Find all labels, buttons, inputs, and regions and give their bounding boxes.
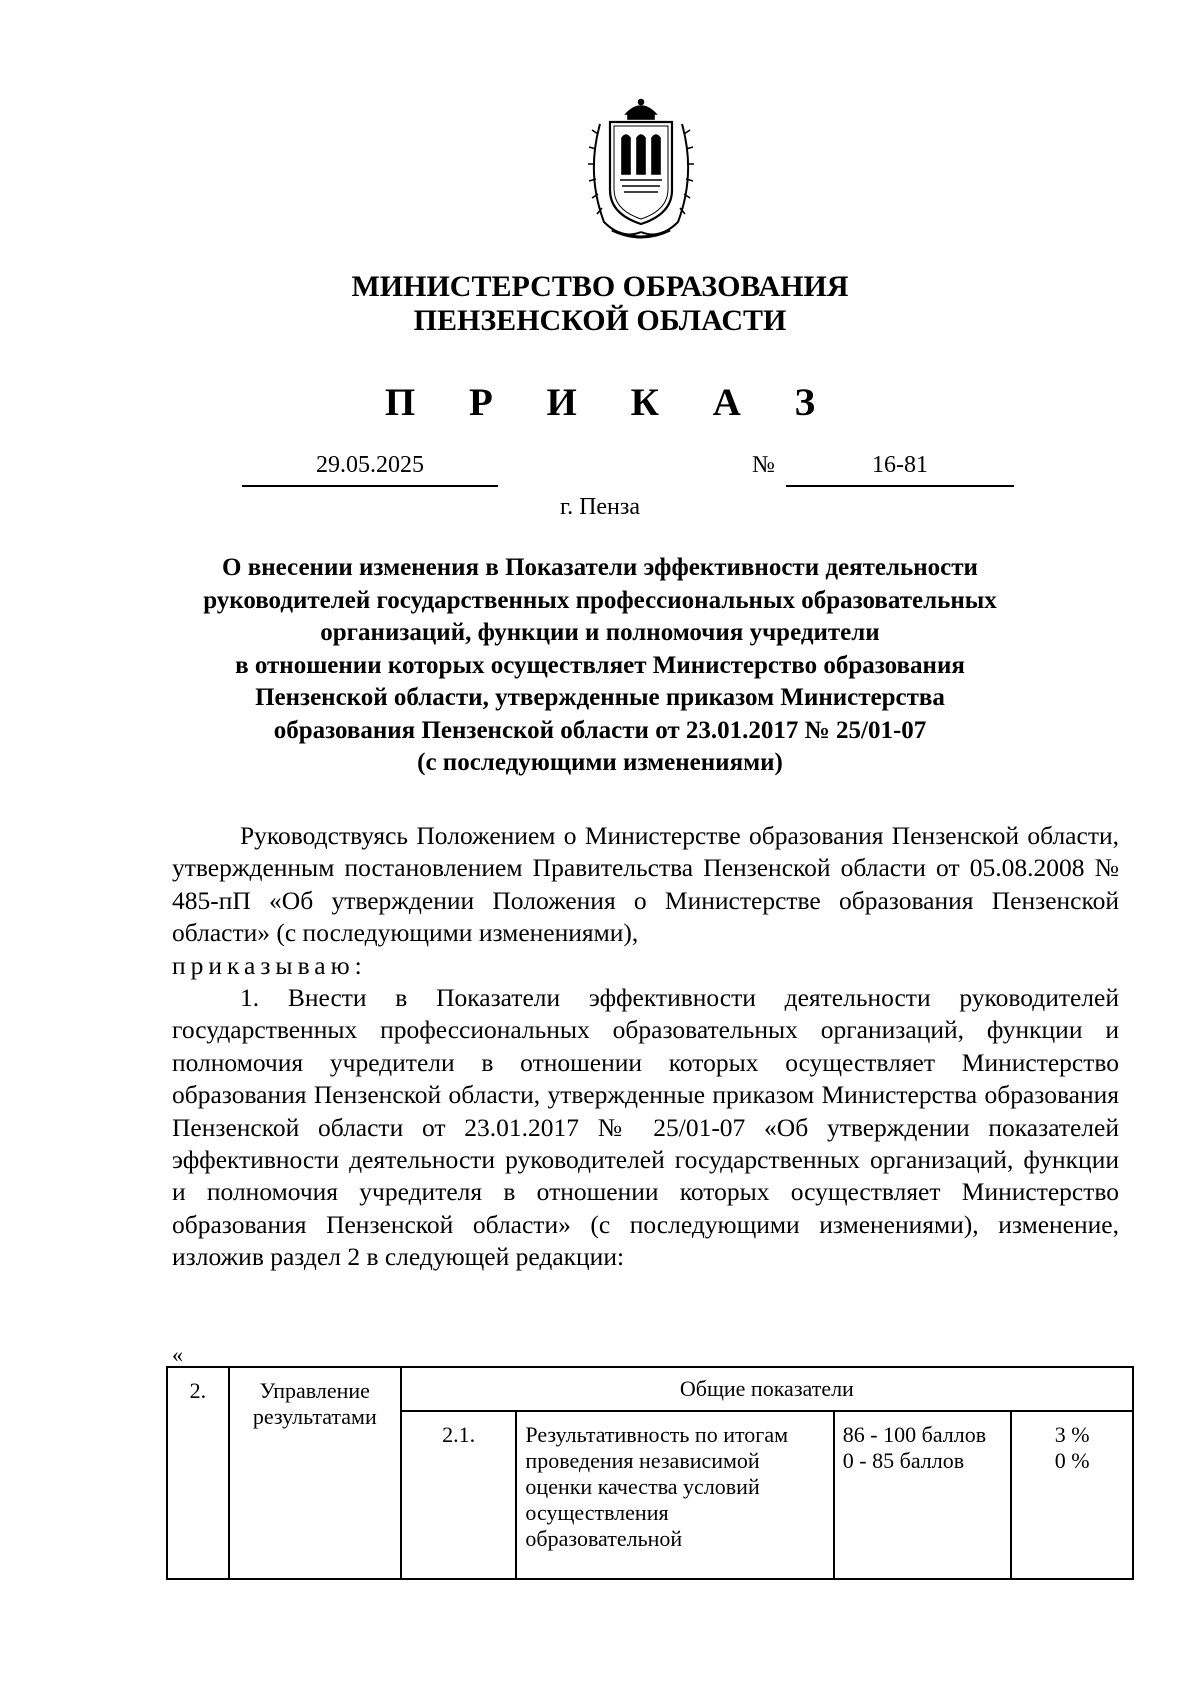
- opening-quote: «: [172, 1342, 183, 1367]
- subject-line: руководителей государственных профессиональных образовательных: [203, 586, 997, 614]
- order-number-sign: №: [752, 452, 775, 478]
- ministry-name-line2: ПЕНЗЕНСКОЙ ОБЛАСТИ: [413, 304, 787, 337]
- value-cell: [1011, 1411, 1133, 1579]
- coat-of-arms-icon: [582, 94, 700, 244]
- item-1-paragraph: 1. Внести в Показатели эффективности деятельности руководителей государственных профессиональных образовательных организаций, функции и полномочия учредители в отношении которых осуществляет Министерство образования Пензенской области, утвержденные приказом Министерства образования Пензенской области от 23.01.2017 № 25/01-07 «Об утверждении показателей эффективности деятельности руководителей государственных организаций, функции и полномочия учредителя в отношении которых осуществляет Министерство образования Пензенской области» (с последующими изменениями), изменение, изложив раздел 2 в следующей редакции:: [172, 983, 1119, 1272]
- criteria-item: 86 - 100 баллов: [842, 1422, 987, 1447]
- subject-line: (с последующими изменениями): [417, 749, 783, 776]
- order-city: г. Пенза: [559, 494, 641, 520]
- value-item: 0 %: [1054, 1448, 1090, 1473]
- subject-line: организаций, функции и полномочия учредители: [320, 619, 880, 646]
- indicator-text-cell: Результативность по итогам проведения независимой оценки качества условий осуществления образовательной: [516, 1411, 833, 1579]
- criteria-item: 0 - 85 баллов: [842, 1448, 965, 1473]
- order-subject: [150, 552, 1050, 780]
- subject-line: образования Пензенской области от 23.01.2017 № 25/01-07: [273, 716, 927, 744]
- group-header-cell: Общие показатели: [401, 1367, 1133, 1411]
- subject-line: О внесении изменения в Показатели эффективности деятельности: [222, 554, 978, 581]
- section-2-table: [166, 1366, 1134, 1580]
- indicator-number-cell: 2.1.: [401, 1411, 517, 1579]
- coat-of-arms-emblem: [582, 94, 700, 244]
- order-body: [172, 820, 1119, 1274]
- preamble-paragraph: Руководствуясь Положением о Министерстве образования Пензенской области, утвержденным постановлением Правительства Пензенской области от 05.08.2008 № 485-пП «Об утверждении Положения о Министерстве образования Пензенской области» (с последующими изменениями),: [172, 821, 1119, 948]
- criteria-cell: [834, 1411, 1012, 1579]
- document-type-title: П Р И К А З: [384, 381, 838, 424]
- subject-line: в отношении которых осуществляет Министерство образования: [235, 651, 965, 679]
- section-number-cell: 2.: [167, 1367, 229, 1579]
- order-word: приказываю:: [172, 950, 367, 980]
- order-number: 16-81: [786, 451, 1014, 487]
- value-item: 3 %: [1054, 1422, 1090, 1447]
- order-date: 29.05.2025: [242, 451, 498, 487]
- subject-line: Пензенской области, утвержденные приказом Министерства: [255, 684, 945, 711]
- section-name-cell: Управление результатами: [229, 1367, 401, 1579]
- ministry-name-line1: МИНИСТЕРСТВО ОБРАЗОВАНИЯ: [351, 270, 849, 303]
